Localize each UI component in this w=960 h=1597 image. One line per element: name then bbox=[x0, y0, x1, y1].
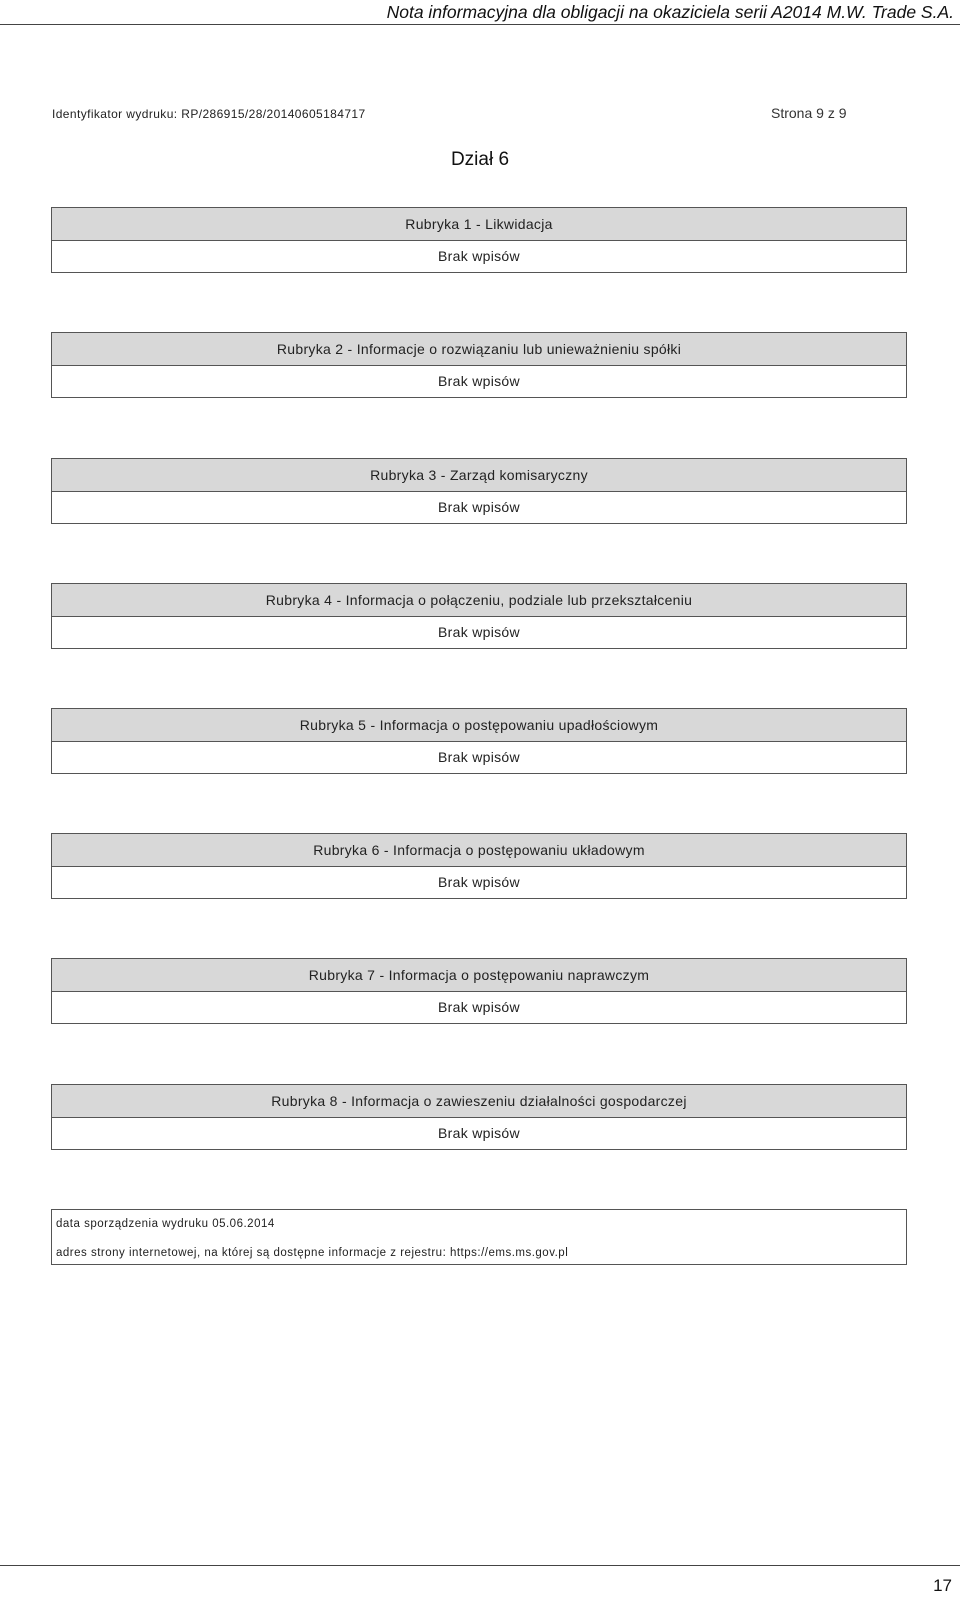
rubric-title: Rubryka 1 - Likwidacja bbox=[52, 208, 906, 241]
rubric-content: Brak wpisów bbox=[52, 742, 906, 773]
rubric-content: Brak wpisów bbox=[52, 366, 906, 397]
rubric-title: Rubryka 7 - Informacja o postępowaniu naprawczym bbox=[52, 959, 906, 992]
rubric-content: Brak wpisów bbox=[52, 1118, 906, 1149]
rubric-content: Brak wpisów bbox=[52, 492, 906, 523]
rubric-2 bbox=[51, 332, 907, 398]
footer-divider bbox=[0, 1565, 960, 1566]
rubric-content: Brak wpisów bbox=[52, 992, 906, 1023]
rubric-title: Rubryka 3 - Zarząd komisaryczny bbox=[52, 459, 906, 492]
rubric-content: Brak wpisów bbox=[52, 617, 906, 648]
rubric-3 bbox=[51, 458, 907, 524]
rubric-title: Rubryka 6 - Informacja o postępowaniu układowym bbox=[52, 834, 906, 867]
document-header: Nota informacyjna dla obligacji na okaziciela serii A2014 M.W. Trade S.A. bbox=[386, 2, 954, 22]
rubric-title: Rubryka 8 - Informacja o zawieszeniu działalności gospodarczej bbox=[52, 1085, 906, 1118]
rubric-8 bbox=[51, 1084, 907, 1150]
rubric-title: Rubryka 4 - Informacja o połączeniu, podziale lub przekształceniu bbox=[52, 584, 906, 617]
rubric-4 bbox=[51, 583, 907, 649]
registry-website: adres strony internetowej, na której są dostępne informacje z rejestru: https://ems.ms.gov.pl bbox=[56, 1247, 569, 1259]
print-date: data sporządzenia wydruku 05.06.2014 bbox=[56, 1218, 275, 1230]
rubric-1 bbox=[51, 207, 907, 273]
printout-page-indicator: Strona 9 z 9 bbox=[771, 105, 847, 121]
printout-identifier: Identyfikator wydruku: RP/286915/28/20140605184717 bbox=[52, 107, 366, 121]
rubric-5 bbox=[51, 708, 907, 774]
rubric-6 bbox=[51, 833, 907, 899]
rubric-title: Rubryka 2 - Informacje o rozwiązaniu lub unieważnieniu spółki bbox=[52, 333, 906, 366]
rubric-title: Rubryka 5 - Informacja o postępowaniu upadłościowym bbox=[52, 709, 906, 742]
page-number: 17 bbox=[933, 1576, 952, 1595]
header-divider bbox=[0, 24, 960, 25]
rubric-7 bbox=[51, 958, 907, 1024]
printout-footer bbox=[51, 1209, 907, 1265]
rubric-content: Brak wpisów bbox=[52, 867, 906, 898]
rubric-content: Brak wpisów bbox=[52, 241, 906, 272]
section-title: Dział 6 bbox=[450, 149, 510, 170]
